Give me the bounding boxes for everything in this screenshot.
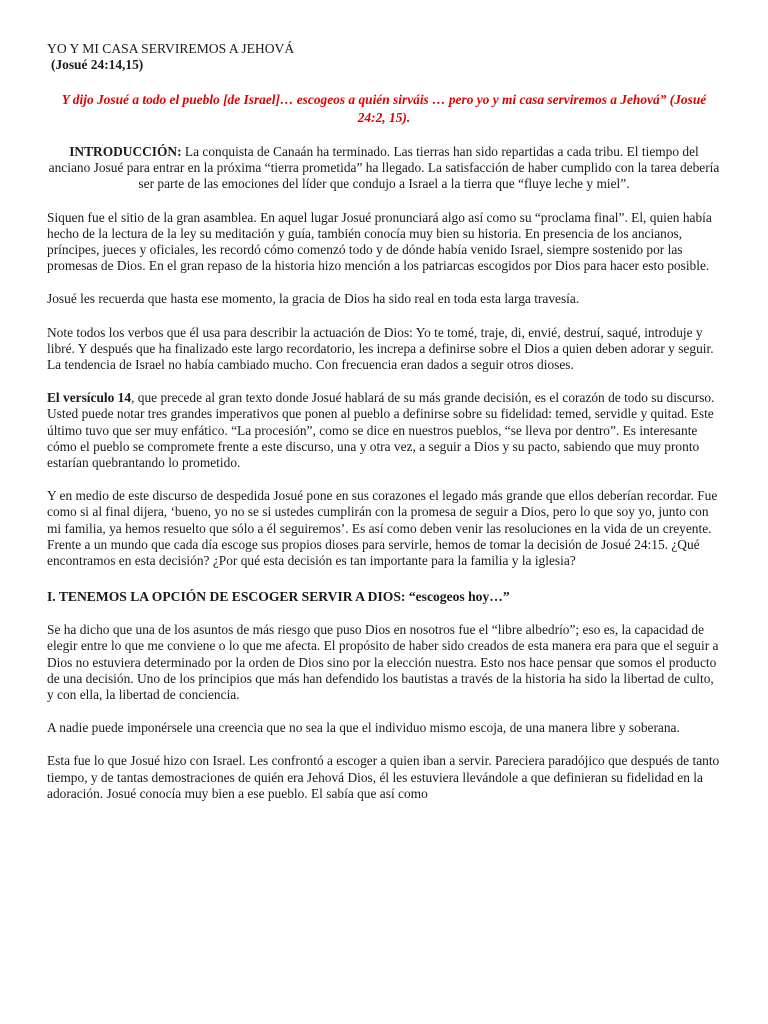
opening-quote: Y dijo Josué a todo el pueblo [de Israel]… escogeos a quién sirváis … pero yo y mi casa serviremos a Jehová” (Josué 24:2, 15). — [61, 92, 707, 125]
paragraph-siquen: Siquen fue el sitio de la gran asamblea. En aquel lugar Josué pronunciará algo así como su “proclama final”. El, quien había hecho de la lectura de la ley su meditación y guía, también conocía muy bien su historia. En presencia de los ancianos, príncipes, jueces y oficiales, les recordó cómo comenzó todo y de dónde había venido Israel, siempre sostenido por las promesas de Dios. En el gran repaso de la historia hizo mención a los patriarcas escogidos por Dios para hacer esto posible. — [47, 209, 712, 274]
document-page — [47, 40, 721, 802]
paragraph-libre-albedrio: Se ha dicho que una de los asuntos de más riesgo que puso Dios en nosotros fue el “libre albedrío”; eso es, la capacidad de elegir entre lo que me conviene o lo que me afecta. El propósito de haber sido creados de esta manera era para que el seguir a Dios no estuviera determinado por la orden de Dios sino por la elección nuestra. Esto nos hace pensar que somos el producto de una decisión. Uno de los principios que más han defendido los bautistas a través de la historia ha sido la libertad de culto, y con ella, la libertad de conciencia. — [47, 622, 719, 703]
paragraph-creencia: A nadie puede imponérsele una creencia que no sea la que el individuo mismo escoja, de una manera libre y soberana. — [47, 720, 680, 736]
paragraph-versiculo-14 — [47, 390, 721, 471]
paragraph-josue-israel: Esta fue lo que Josué hizo con Israel. Les confrontó a escoger a quien iban a servir. Pareciera paradójico que después de tanto tiempo, y de tantas demostraciones de quién era Jehová Dios, él les estuviera llevándole a que definieran su fidelidad en la adoración. Josué conocía muy bien a ese pueblo. El sabía que así como — [47, 753, 720, 801]
introduction-paragraph — [47, 144, 721, 193]
paragraph-gracia: Josué les recuerda que hasta ese momento, la gracia de Dios ha sido real en toda esta larga travesía. — [47, 291, 580, 307]
versiculo-14-label: El versículo 14 — [47, 390, 132, 406]
document-title: YO Y MI CASA SERVIREMOS A JEHOVÁ — [47, 41, 295, 56]
versiculo-14-text: , que precede al gran texto donde Josué hablará de su más grande decisión, es el corazón de todo su discurso. Usted puede notar tres grandes imperativos que ponen al pueblo a definirse sobre su fidelidad: temed, servidle y quitad. Este último tuvo que ser muy enfático. “La procesión”, como se dice en nuestros pueblos, “se lleva por dentro”. Es interesante cómo el pueblo se compromete frente a este discurso, una y otra vez, a seguir a Dios y su pacto, sabiendo que muy pronto estarían quebrantando lo prometido. — [47, 390, 715, 471]
introduction-label: INTRODUCCIÓN: — [69, 144, 182, 159]
scripture-reference: (Josué 24:14,15) — [51, 57, 144, 72]
paragraph-verbos: Note todos los verbos que él usa para describir la actuación de Dios: Yo te tomé, traje, di, envié, destruí, saqué, introduje y libré. Y después que ha finalizado este largo recordatorio, les increpa a definirse sobre el Dios a quien deben adorar y seguir. La tendencia de Israel no había cambiado mucho. Con frecuencia eran dados a seguir otros dioses. — [47, 324, 714, 373]
paragraph-despedida: Y en medio de este discurso de despedida Josué pone en sus corazones el legado más grande que ellos deberían recordar. Fue como si al final dijera, ‘bueno, yo no se si ustedes cumplirán con la promesa de seguir a Dios, pero lo que soy yo, junto con mi familia, ya hemos resuelto que sólo a él seguiremos’. Es así como deben venir las resoluciones en la vida de un creyente. Frente a un mundo que cada día escoge sus propios dioses para servirle, hemos de tomar la decisión de Josué 24:15. ¿Qué encontramos en esta decisión? ¿Por qué esta decisión es tan importante para la familia y la iglesia? — [47, 488, 718, 569]
section-heading-1: I. TENEMOS LA OPCIÓN DE ESCOGER SERVIR A DIOS: “escogeos hoy…” — [47, 589, 510, 605]
introduction-text: La conquista de Canaán ha terminado. Las tierras han sido repartidas a cada tribu. El tiempo del anciano Josué para entrar en la próxima “tierra prometida” ha llegado. La satisfacción de haber cumplido con la tarea debería ser parte de las emociones del líder que condujo a Israel a la tierra que “fluye leche y miel”. — [48, 144, 720, 192]
